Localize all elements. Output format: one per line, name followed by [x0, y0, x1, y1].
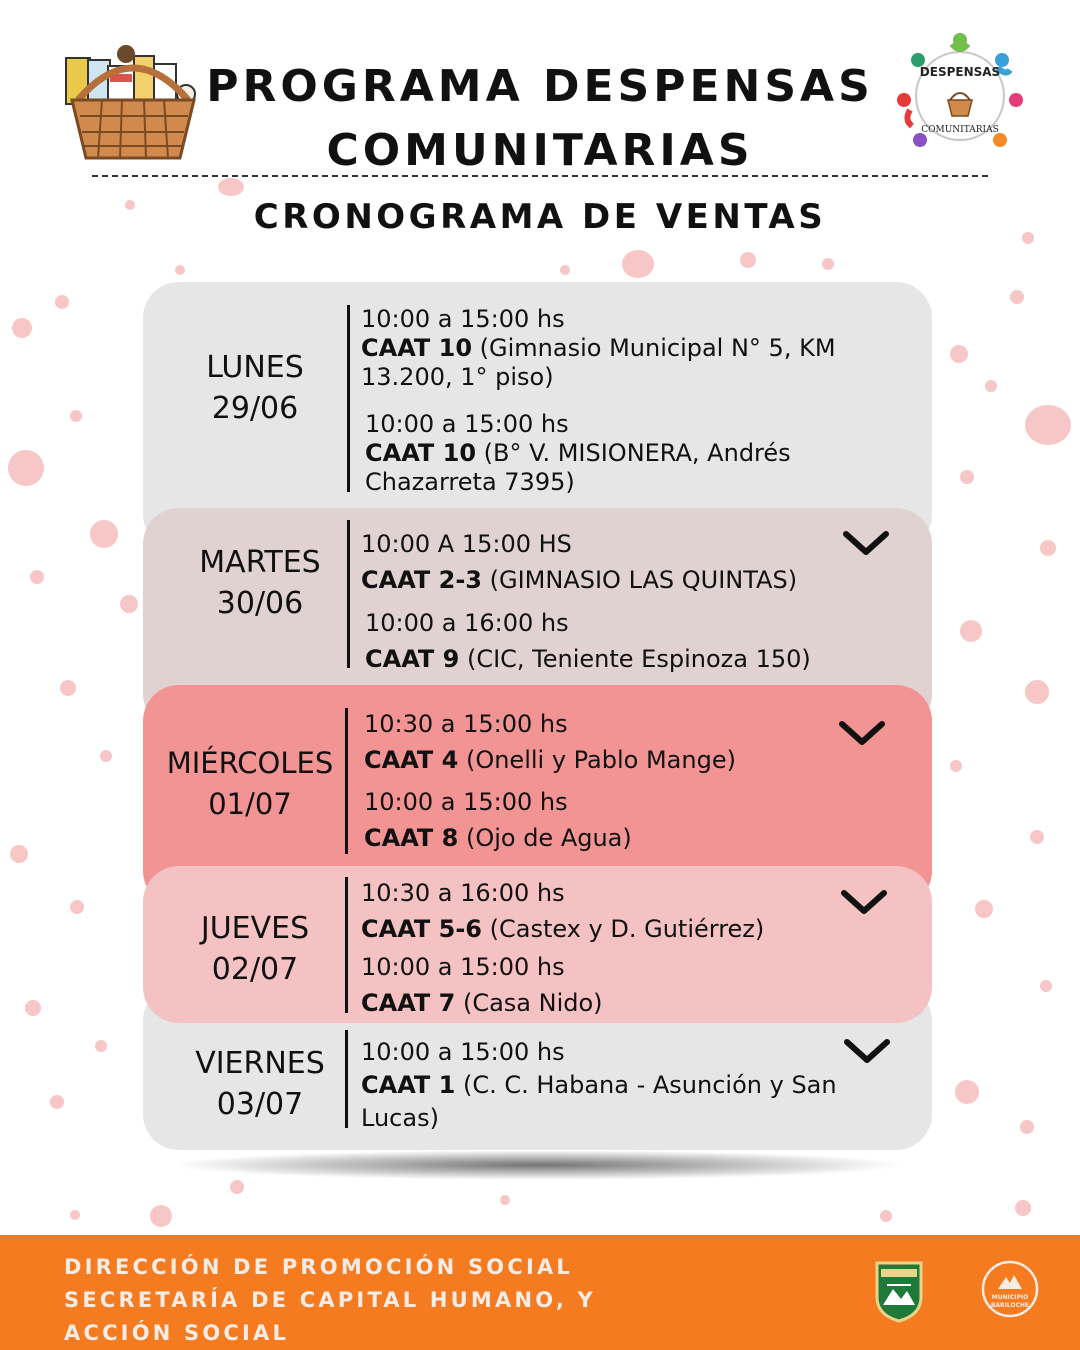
- day-label-jueves: JUEVES 02/07: [200, 911, 310, 987]
- chevron-down-icon[interactable]: [843, 1036, 891, 1066]
- svg-text:COMUNITARIAS: COMUNITARIAS: [921, 125, 999, 135]
- day-label-martes: MARTES 30/06: [199, 545, 321, 621]
- svg-text:MUNICIPIO: MUNICIPIO: [991, 1294, 1029, 1301]
- schedule-entry: 10:30 a 16:00 hs CAAT 5-6 (Castex y D. Gutiérrez): [361, 879, 765, 943]
- day-label-miercoles: MIÉRCOLES 01/07: [166, 746, 334, 821]
- svg-text:BARILOCHE: BARILOCHE: [990, 1302, 1030, 1309]
- svg-text:DESPENSAS: DESPENSAS: [919, 65, 1001, 79]
- footer-credits: DIRECCIÓN DE PROMOCIÓN SOCIAL SECRETARÍA DE CAPITAL HUMANO, Y ACCIÓN SOCIAL: [64, 1255, 596, 1345]
- title-divider: [92, 175, 988, 177]
- day-divider: [345, 1030, 348, 1128]
- day-divider: [345, 708, 348, 854]
- schedule-entry: 10:00 a 15:00 hs CAAT 10 (Gimnasio Municipal N° 5, KM 13.200, 1° piso): [361, 305, 836, 391]
- footer-bar: [0, 1235, 1080, 1350]
- schedule-entry: 10:00 a 16:00 hs CAAT 9 (CIC, Teniente Espinoza 150): [365, 609, 811, 673]
- cards-shadow: [170, 1150, 905, 1180]
- bariloche-crest: [873, 1259, 925, 1323]
- page-subtitle: CRONOGRAMA DE VENTAS: [253, 197, 827, 237]
- day-label-viernes: VIERNES 03/07: [195, 1046, 325, 1122]
- schedule-entry: 10:00 a 15:00 hs CAAT 1 (C. C. Habana - Asunción y San Lucas): [361, 1038, 837, 1132]
- day-divider: [347, 520, 350, 668]
- schedule-entry: 10:00 a 15:00 hs CAAT 8 (Ojo de Agua): [364, 788, 632, 852]
- municipio-bariloche-logo: [980, 1259, 1040, 1319]
- schedule-entry: 10:30 a 15:00 hs CAAT 4 (Onelli y Pablo Mange): [364, 710, 736, 774]
- day-divider: [347, 305, 350, 492]
- schedule-entry: 10:00 a 15:00 hs CAAT 7 (Casa Nido): [361, 953, 603, 1017]
- title-line-2: COMUNITARIAS: [326, 125, 754, 176]
- day-label-lunes: LUNES 29/06: [206, 350, 304, 426]
- schedule-entry: 10:00 a 15:00 hs CAAT 10 (B° V. MISIONERA, Andrés Chazarreta 7395): [365, 410, 791, 496]
- schedule-entry: 10:00 A 15:00 HS CAAT 2-3 (GIMNASIO LAS QUINTAS): [361, 530, 798, 594]
- day-divider: [345, 877, 348, 1013]
- page-title: [160, 55, 920, 183]
- title-line-1: PROGRAMA DESPENSAS: [206, 61, 874, 112]
